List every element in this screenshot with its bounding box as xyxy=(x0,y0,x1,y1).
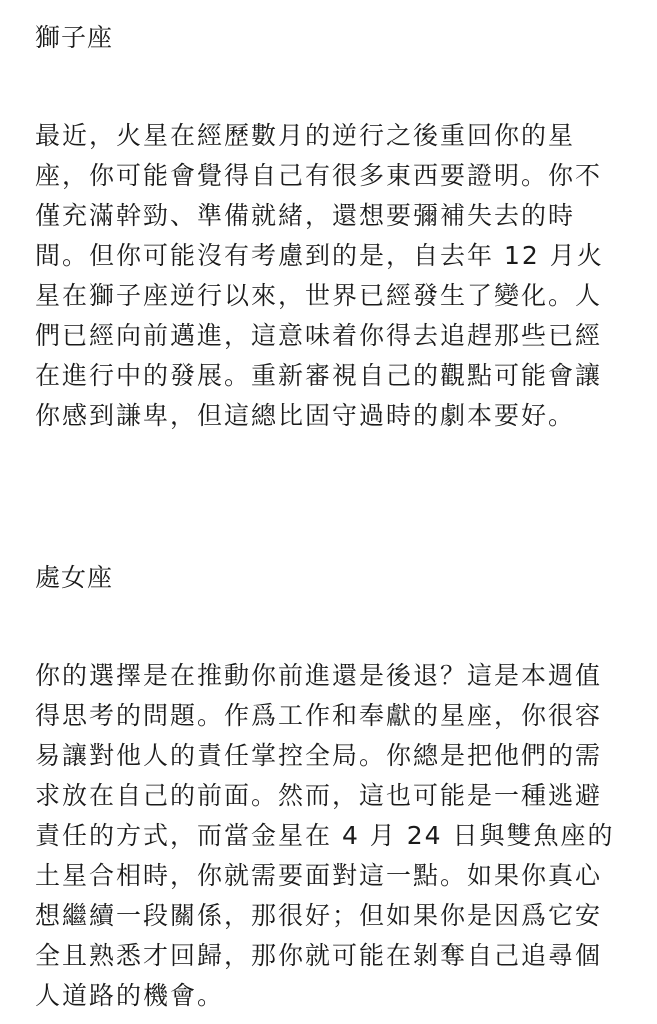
paragraph-line: 想繼續一段關係，那很好；但如果你是因爲它安 xyxy=(35,901,603,930)
paragraph-line: 最近，火星在經歷數月的逆行之後重回你的星 xyxy=(35,121,576,150)
paragraph-line: 得思考的問題。作爲工作和奉獻的星座，你很容 xyxy=(35,701,603,730)
horoscope-paragraph xyxy=(35,656,637,1016)
sign-title: 處女座 xyxy=(35,563,114,592)
paragraph-line: 全且熟悉才回歸，那你就可能在剝奪自己追尋個 xyxy=(35,941,603,970)
horoscope-paragraph xyxy=(35,116,637,436)
paragraph-line: 責任的方式，而當金星在 4 月 24 日與雙魚座的 xyxy=(35,821,615,850)
paragraph-line: 易讓對他人的責任掌控全局。你總是把他們的需 xyxy=(35,741,603,770)
paragraph-line: 座，你可能會覺得自己有很多東西要證明。你不 xyxy=(35,161,603,190)
paragraph-line: 僅充滿幹勁、準備就緒，還想要彌補失去的時 xyxy=(35,201,576,230)
paragraph-line: 土星合相時，你就需要面對這一點。如果你真心 xyxy=(35,861,603,890)
paragraph-line: 間。但你可能沒有考慮到的是，自去年 12 月火 xyxy=(35,241,604,270)
paragraph-line: 在進行中的發展。重新審視自己的觀點可能會讓 xyxy=(35,361,603,390)
paragraph-line: 星在獅子座逆行以來，世界已經發生了變化。人 xyxy=(35,281,603,310)
paragraph-line: 你的選擇是在推動你前進還是後退？這是本週值 xyxy=(35,661,603,690)
horoscope-section-virgo xyxy=(35,560,637,1016)
paragraph-line: 們已經向前邁進，這意味着你得去追趕那些已經 xyxy=(35,321,603,350)
paragraph-line: 人道路的機會。 xyxy=(35,981,225,1010)
horoscope-section-leo xyxy=(35,20,637,436)
paragraph-line: 你感到謙卑，但這總比固守過時的劇本要好。 xyxy=(35,401,576,430)
paragraph-line: 求放在自己的前面。然而，這也可能是一種逃避 xyxy=(35,781,603,810)
sign-title: 獅子座 xyxy=(35,23,114,52)
